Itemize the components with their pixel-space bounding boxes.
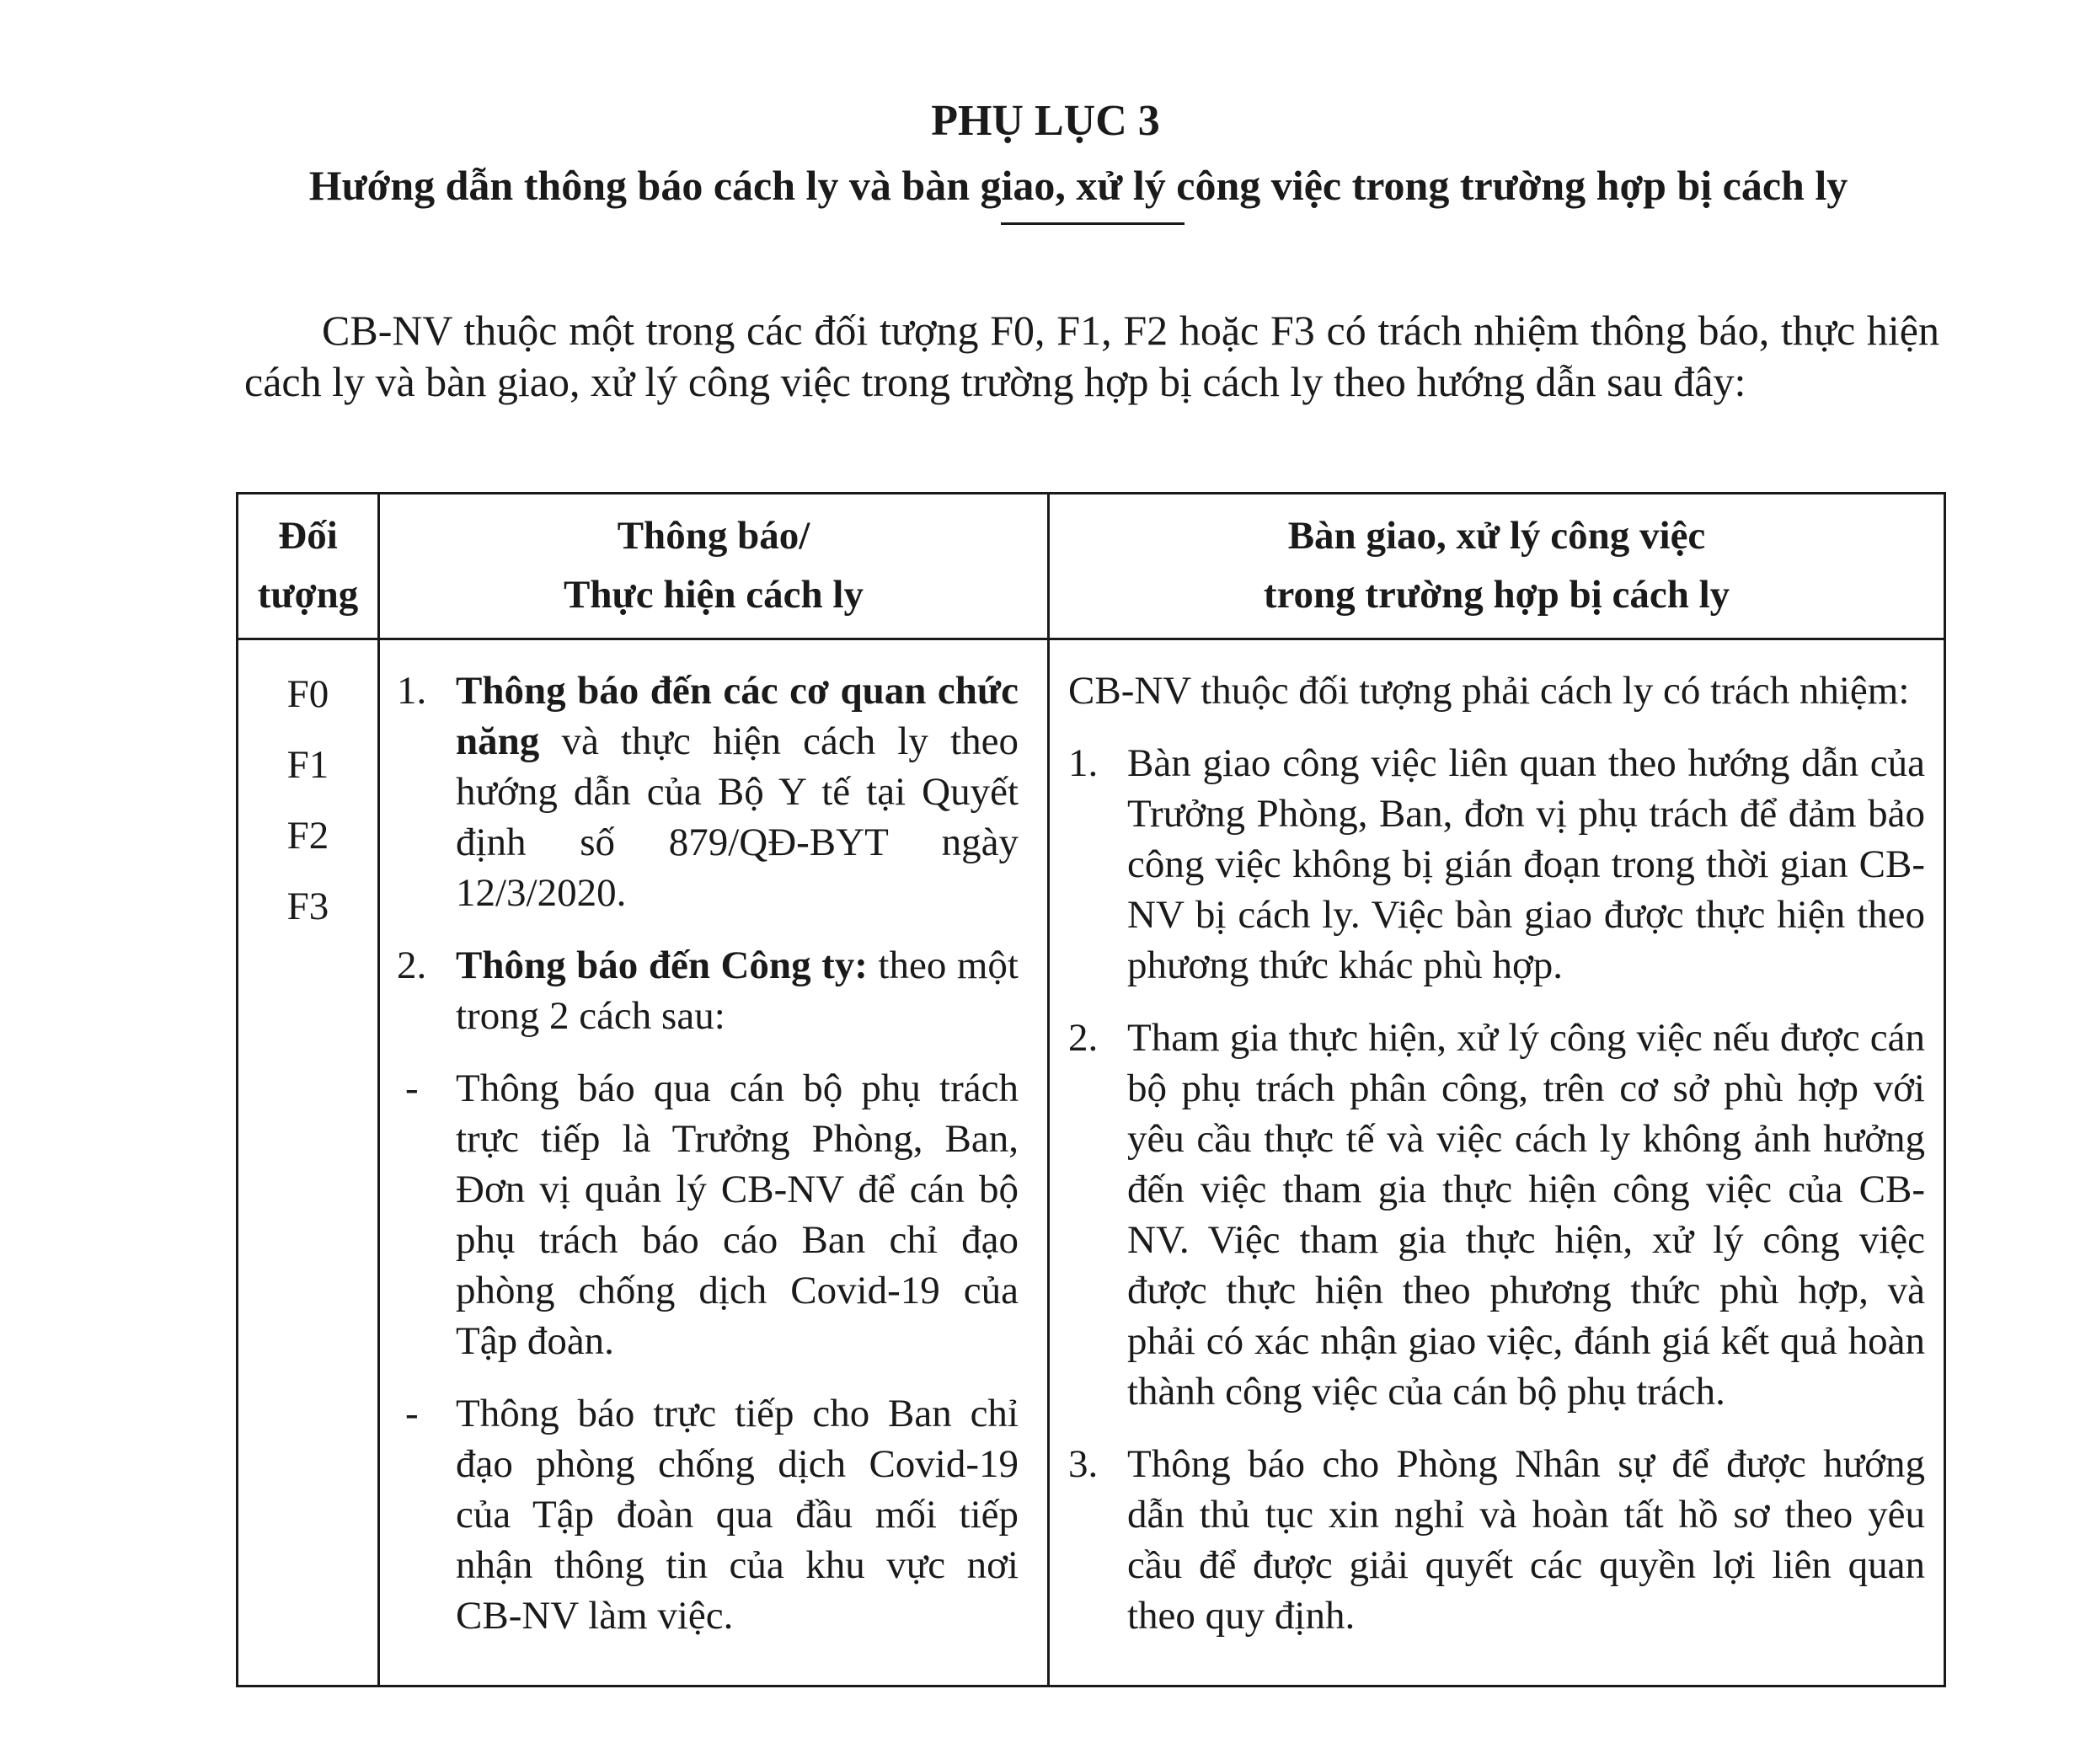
notify-item-2-text: theo một trong 2 cách sau: — [456, 943, 1019, 1038]
notify-option-1-text: Thông báo qua cán bộ phụ trách trực tiếp là Trưởng Phòng, Ban, Đơn vị quản lý CB-NV để cán bộ phụ trách báo cáo Ban chỉ đạo phòng chống dịch Covid-19 của Tập đoàn. — [456, 1066, 1019, 1363]
notify-cell — [379, 639, 1049, 1686]
notify-option-2 — [397, 1388, 1019, 1641]
notify-option-2-text: Thông báo trực tiếp cho Ban chỉ đạo phòng chống dịch Covid-19 của Tập đoàn qua đầu mối tiếp nhận thông tin của khu vực nơi CB-NV làm việc. — [456, 1392, 1019, 1638]
subject-f3: F3 — [286, 885, 329, 928]
header-notify-line1: Thông báo/ — [617, 514, 810, 558]
notify-item-1-bold: Thông báo đến các cơ quan chức năng — [456, 669, 1019, 763]
handover-item-2-text: Tham gia thực hiện, xử lý công việc nếu được cán bộ phụ trách phân công, trên cơ sở phù hợp với yêu cầu thực tế và việc cách ly không ảnh hưởng đến việc tham gia thực hiện công việc của CB-NV. Việc tham gia thực hiện, xử lý công việc được thực hiện theo phương thức phù hợp, và phải có xác nhận giao việc, đánh giá kết quả hoàn thành công việc của cán bộ phụ trách. — [1127, 1016, 1925, 1414]
handover-item-2-number: 2. — [1068, 1016, 1099, 1060]
header-handover-line1: Bàn giao, xử lý công việc — [1287, 514, 1706, 558]
guidance-table — [236, 492, 1946, 1687]
handover-item-3 — [1068, 1439, 1925, 1641]
header-notify — [379, 494, 1049, 639]
header-handover — [1049, 494, 1945, 639]
header-notify-line2: Thực hiện cách ly — [564, 573, 864, 617]
notify-item-1 — [397, 666, 1019, 918]
header-subject — [238, 494, 379, 639]
notify-item-2-number: 2. — [397, 943, 427, 987]
notify-option-1 — [397, 1063, 1019, 1366]
handover-cell — [1049, 639, 1945, 1686]
notify-item-1-number: 1. — [397, 669, 427, 713]
handover-lead: CB-NV thuộc đối tượng phải cách ly có trách nhiệm: — [1068, 669, 1910, 713]
notify-option-2-dash: - — [405, 1392, 419, 1435]
subject-f1: F1 — [286, 743, 329, 787]
intro-paragraph: CB-NV thuộc một trong các đối tượng F0, F1, F2 hoặc F3 có trách nhiệm thông báo, thực hiện cách ly và bàn giao, xử lý công việc trong trường hợp bị cách ly theo hướng dẫn sau đây: — [244, 307, 1939, 405]
header-subject-line2: tượng — [257, 573, 359, 617]
notify-item-2 — [397, 940, 1019, 1041]
header-subject-line1: Đối — [278, 514, 338, 558]
handover-item-2 — [1068, 1013, 1925, 1417]
handover-item-3-number: 3. — [1068, 1442, 1099, 1486]
subject-cell — [238, 639, 379, 1686]
table-row — [238, 639, 1945, 1686]
notify-item-2-bold: Thông báo đến Công ty: — [456, 943, 868, 987]
handover-item-1 — [1068, 738, 1925, 991]
table-header-row — [238, 494, 1945, 639]
subtitle-underline-rule — [1001, 222, 1185, 225]
handover-item-1-number: 1. — [1068, 741, 1099, 785]
subject-f0: F0 — [286, 672, 329, 716]
handover-item-1-text: Bàn giao công việc liên quan theo hướng dẫn của Trưởng Phòng, Ban, đơn vị phụ trách để đảm bảo công việc không bị gián đoạn trong thời gian CB-NV bị cách ly. Việc bàn giao được thực hiện theo phương thức khác phù hợp. — [1127, 741, 1925, 987]
subject-f2: F2 — [286, 814, 329, 858]
page-subtitle: Hướng dẫn thông báo cách ly và bàn giao, xử lý công việc trong trường hợp bị cách ly — [308, 162, 1848, 209]
handover-item-3-text: Thông báo cho Phòng Nhân sự để được hướng dẫn thủ tục xin nghỉ và hoàn tất hồ sơ theo yêu cầu để được giải quyết các quyền lợi liên quan theo quy định. — [1127, 1442, 1925, 1638]
notify-item-1-text: và thực hiện cách ly theo hướng dẫn của Bộ Y tế tại Quyết định số 879/QĐ-BYT ngày 12/3/2020. — [456, 719, 1019, 915]
page-title: PHỤ LỤC 3 — [931, 97, 1160, 145]
notify-option-1-dash: - — [405, 1066, 419, 1110]
header-handover-line2: trong trường hợp bị cách ly — [1263, 573, 1730, 617]
